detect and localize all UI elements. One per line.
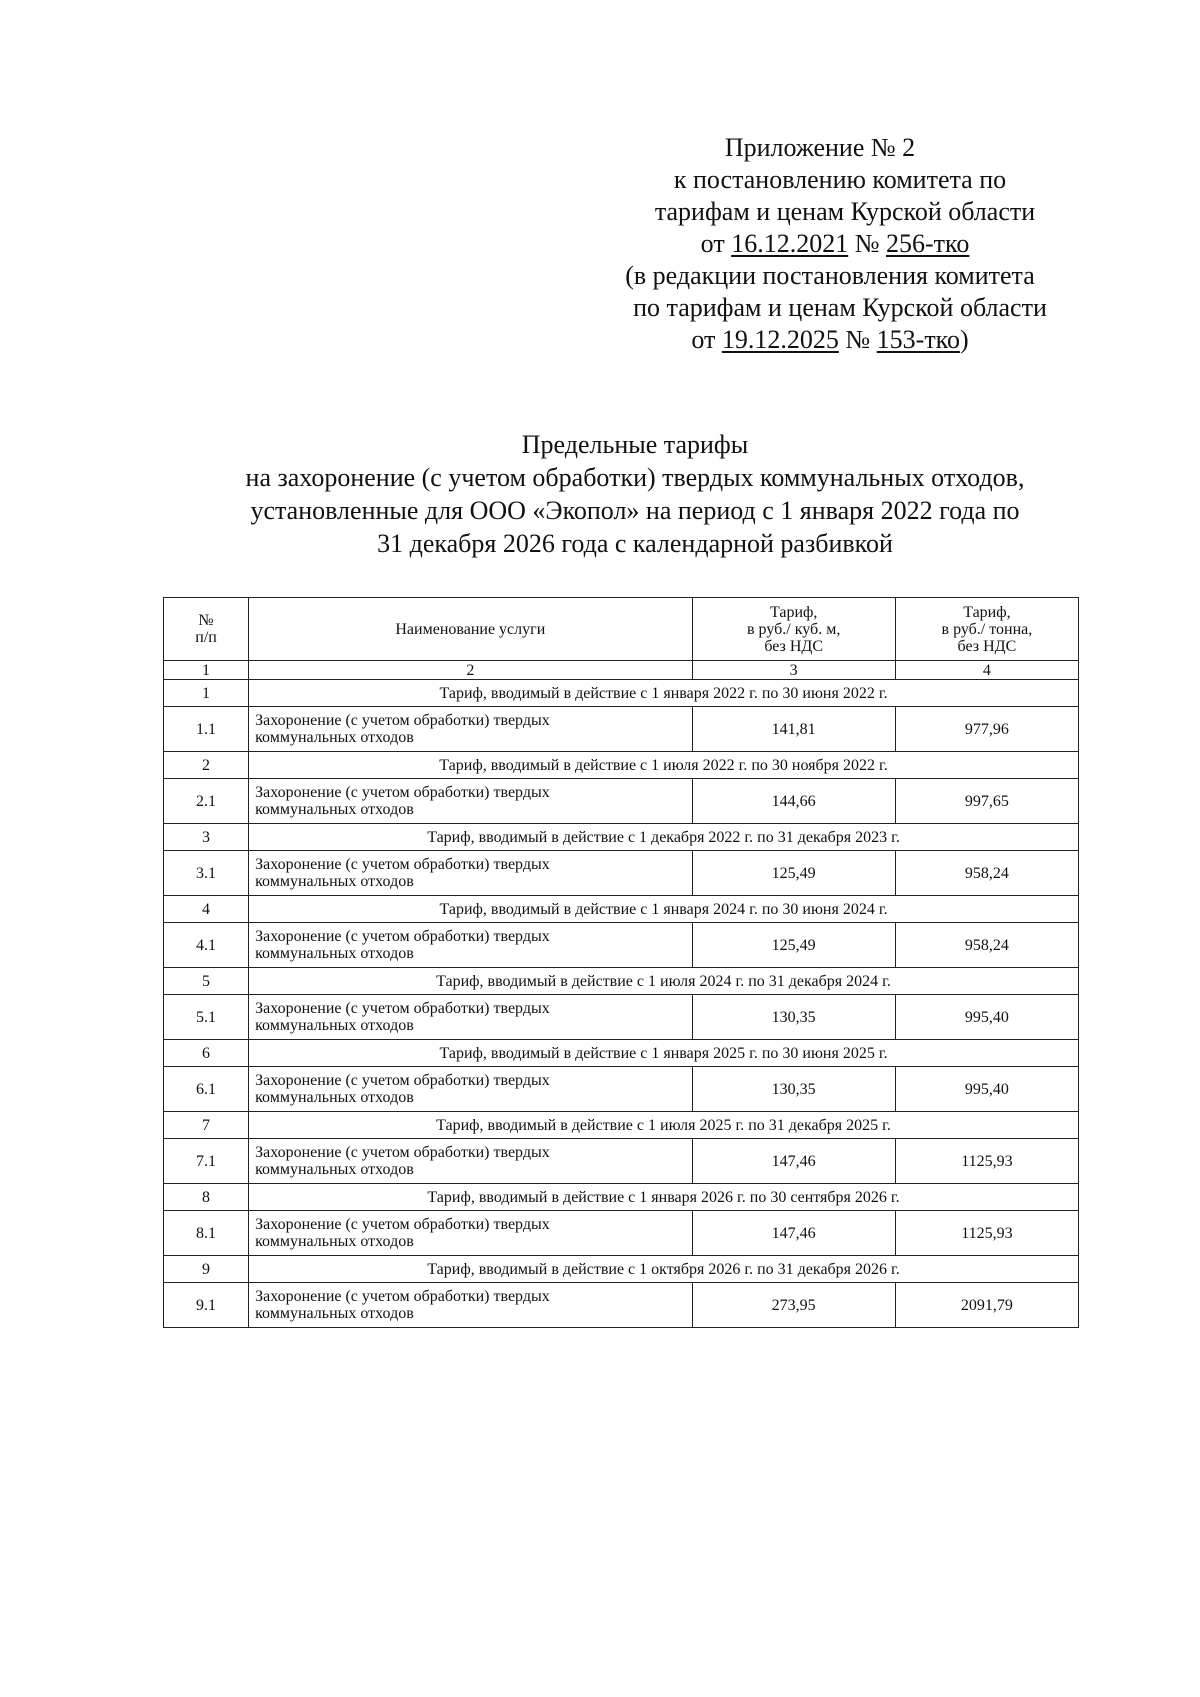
- period-description: Тариф, вводимый в действие с 1 января 2025 г. по 30 июня 2025 г.: [249, 1040, 1079, 1067]
- period-number: 7: [164, 1112, 249, 1139]
- service-name-line: коммунальных отходов: [255, 873, 414, 890]
- text-fragment: от: [691, 325, 722, 354]
- period-description: Тариф, вводимый в действие с 1 января 2024 г. по 30 июня 2024 г.: [249, 896, 1079, 923]
- document-title: [160, 428, 1110, 560]
- period-description: Тариф, вводимый в действие с 1 июля 2022 г. по 30 ноября 2022 г.: [249, 752, 1079, 779]
- title-line: 31 декабря 2026 года с календарной разбивкой: [377, 529, 893, 558]
- header-name: Наименование услуги: [249, 598, 692, 661]
- column-number: 4: [895, 661, 1078, 680]
- tariff-per-ton: 958,24: [895, 923, 1078, 968]
- period-number: 1: [164, 680, 249, 707]
- service-name-line: Захоронение (с учетом обработки) твердых: [255, 1216, 550, 1233]
- service-name: [249, 923, 692, 968]
- period-number: 4: [164, 896, 249, 923]
- table-row: [164, 1067, 1079, 1112]
- service-name-line: коммунальных отходов: [255, 801, 414, 818]
- table-header-row: [164, 598, 1079, 661]
- service-name-line: коммунальных отходов: [255, 1161, 414, 1178]
- item-number: 6.1: [164, 1067, 249, 1112]
- service-name-line: коммунальных отходов: [255, 1017, 414, 1034]
- table-row: [164, 1112, 1079, 1139]
- column-number: 1: [164, 661, 249, 680]
- title-line: Предельные тарифы: [521, 430, 749, 459]
- table-row: [164, 1211, 1079, 1256]
- table-row: [164, 1184, 1079, 1211]
- tariff-per-ton: 958,24: [895, 851, 1078, 896]
- column-number: 3: [692, 661, 895, 680]
- tariff-per-ton: 2091,79: [895, 1283, 1078, 1328]
- column-number: 2: [249, 661, 692, 680]
- amendment-date: 19.12.2025: [721, 325, 839, 354]
- header-tariff-m3: [692, 598, 895, 661]
- period-description: Тариф, вводимый в действие с 1 июля 2024 г. по 31 декабря 2024 г.: [249, 968, 1079, 995]
- period-number: 2: [164, 752, 249, 779]
- tariff-per-m3: 147,46: [692, 1211, 895, 1256]
- header-text: Тариф,: [769, 603, 818, 621]
- service-name: [249, 1283, 692, 1328]
- service-name-line: коммунальных отходов: [255, 1233, 414, 1250]
- header-text: в руб./ тонна,: [941, 620, 1033, 638]
- header-num: [164, 598, 249, 661]
- service-name: [249, 1139, 692, 1184]
- tariff-per-m3: 147,46: [692, 1139, 895, 1184]
- header-text: п/п: [195, 629, 217, 646]
- service-name: [249, 779, 692, 824]
- tariff-per-ton: 997,65: [895, 779, 1078, 824]
- tariff-per-m3: 144,66: [692, 779, 895, 824]
- text-fragment: от: [700, 229, 732, 258]
- service-name-line: Захоронение (с учетом обработки) твердых: [255, 784, 550, 801]
- tariff-per-ton: 995,40: [895, 995, 1078, 1040]
- table-row: [164, 1139, 1079, 1184]
- tariff-per-m3: 273,95: [692, 1283, 895, 1328]
- tariff-per-ton: 995,40: [895, 1067, 1078, 1112]
- tariffs-table: [163, 597, 1079, 1328]
- service-name: [249, 707, 692, 752]
- period-number: 8: [164, 1184, 249, 1211]
- table-row: [164, 851, 1079, 896]
- service-name-line: коммунальных отходов: [255, 729, 414, 746]
- appendix-decree-ref: [590, 228, 1080, 260]
- item-number: 9.1: [164, 1283, 249, 1328]
- tariff-per-m3: 125,49: [692, 851, 895, 896]
- table-row: [164, 752, 1079, 779]
- header-text: №: [198, 612, 214, 629]
- tariff-per-m3: 130,35: [692, 1067, 895, 1112]
- item-number: 5.1: [164, 995, 249, 1040]
- period-number: 6: [164, 1040, 249, 1067]
- service-name-line: Захоронение (с учетом обработки) твердых: [255, 856, 550, 873]
- service-name-line: Захоронение (с учетом обработки) твердых: [255, 1144, 550, 1161]
- header-text: без НДС: [764, 637, 824, 655]
- period-description: Тариф, вводимый в действие с 1 октября 2026 г. по 31 декабря 2026 г.: [249, 1256, 1079, 1283]
- period-description: Тариф, вводимый в действие с 1 января 2022 г. по 30 июня 2022 г.: [249, 680, 1079, 707]
- table-row: [164, 1256, 1079, 1283]
- table-row: [164, 824, 1079, 851]
- amendment-number: 153-тко: [876, 325, 960, 354]
- header-text: в руб./ куб. м,: [747, 620, 841, 638]
- table-row: [164, 968, 1079, 995]
- item-number: 7.1: [164, 1139, 249, 1184]
- appendix-header: [560, 132, 1080, 356]
- service-name-line: коммунальных отходов: [255, 945, 414, 962]
- period-number: 9: [164, 1256, 249, 1283]
- tariff-per-ton: 1125,93: [895, 1139, 1078, 1184]
- service-name: [249, 851, 692, 896]
- title-line: на захоронение (с учетом обработки) твердых коммунальных отходов,: [245, 463, 1025, 492]
- header-tariff-ton: [895, 598, 1078, 661]
- table-row: [164, 1283, 1079, 1328]
- service-name-line: коммунальных отходов: [255, 1089, 414, 1106]
- header-text: Тариф,: [963, 603, 1011, 621]
- tariff-per-m3: 141,81: [692, 707, 895, 752]
- title-line: установленные для ООО «Экопол» на период с 1 января 2022 года по: [250, 496, 1020, 525]
- period-description: Тариф, вводимый в действие с 1 января 2026 г. по 30 сентября 2026 г.: [249, 1184, 1079, 1211]
- appendix-line: к постановлению комитета по: [673, 165, 1007, 194]
- decree-date: 16.12.2021: [731, 229, 849, 258]
- item-number: 3.1: [164, 851, 249, 896]
- service-name-line: Захоронение (с учетом обработки) твердых: [255, 928, 550, 945]
- period-description: Тариф, вводимый в действие с 1 июля 2025 г. по 31 декабря 2025 г.: [249, 1112, 1079, 1139]
- service-name-line: Захоронение (с учетом обработки) твердых: [255, 1000, 550, 1017]
- text-fragment: ): [960, 325, 969, 354]
- table-row: [164, 779, 1079, 824]
- appendix-amendment-ref: [580, 324, 1080, 356]
- table-row: [164, 923, 1079, 968]
- table-row: [164, 995, 1079, 1040]
- tariff-per-m3: 130,35: [692, 995, 895, 1040]
- table-row: [164, 896, 1079, 923]
- item-number: 1.1: [164, 707, 249, 752]
- appendix-line: по тарифам и ценам Курской области: [633, 293, 1047, 322]
- table-row: [164, 1040, 1079, 1067]
- period-number: 3: [164, 824, 249, 851]
- text-fragment: №: [848, 229, 886, 258]
- appendix-line: тарифам и ценам Курской области: [654, 197, 1036, 226]
- period-description: Тариф, вводимый в действие с 1 декабря 2022 г. по 31 декабря 2023 г.: [249, 824, 1079, 851]
- tariff-per-ton: 977,96: [895, 707, 1078, 752]
- table-row: [164, 680, 1079, 707]
- appendix-title: Приложение № 2: [724, 133, 916, 162]
- service-name: [249, 1067, 692, 1112]
- tariff-per-ton: 1125,93: [895, 1211, 1078, 1256]
- item-number: 4.1: [164, 923, 249, 968]
- service-name: [249, 995, 692, 1040]
- service-name-line: Захоронение (с учетом обработки) твердых: [255, 1288, 550, 1305]
- column-number-row: [164, 661, 1079, 680]
- item-number: 2.1: [164, 779, 249, 824]
- appendix-line: (в редакции постановления комитета: [625, 261, 1035, 290]
- item-number: 8.1: [164, 1211, 249, 1256]
- header-text: без НДС: [957, 637, 1017, 655]
- text-fragment: №: [838, 325, 877, 354]
- service-name: [249, 1211, 692, 1256]
- decree-number: 256-тко: [886, 229, 970, 258]
- service-name-line: коммунальных отходов: [255, 1305, 414, 1322]
- service-name-line: Захоронение (с учетом обработки) твердых: [255, 1072, 550, 1089]
- tariff-per-m3: 125,49: [692, 923, 895, 968]
- service-name-line: Захоронение (с учетом обработки) твердых: [255, 712, 550, 729]
- period-number: 5: [164, 968, 249, 995]
- table-row: [164, 707, 1079, 752]
